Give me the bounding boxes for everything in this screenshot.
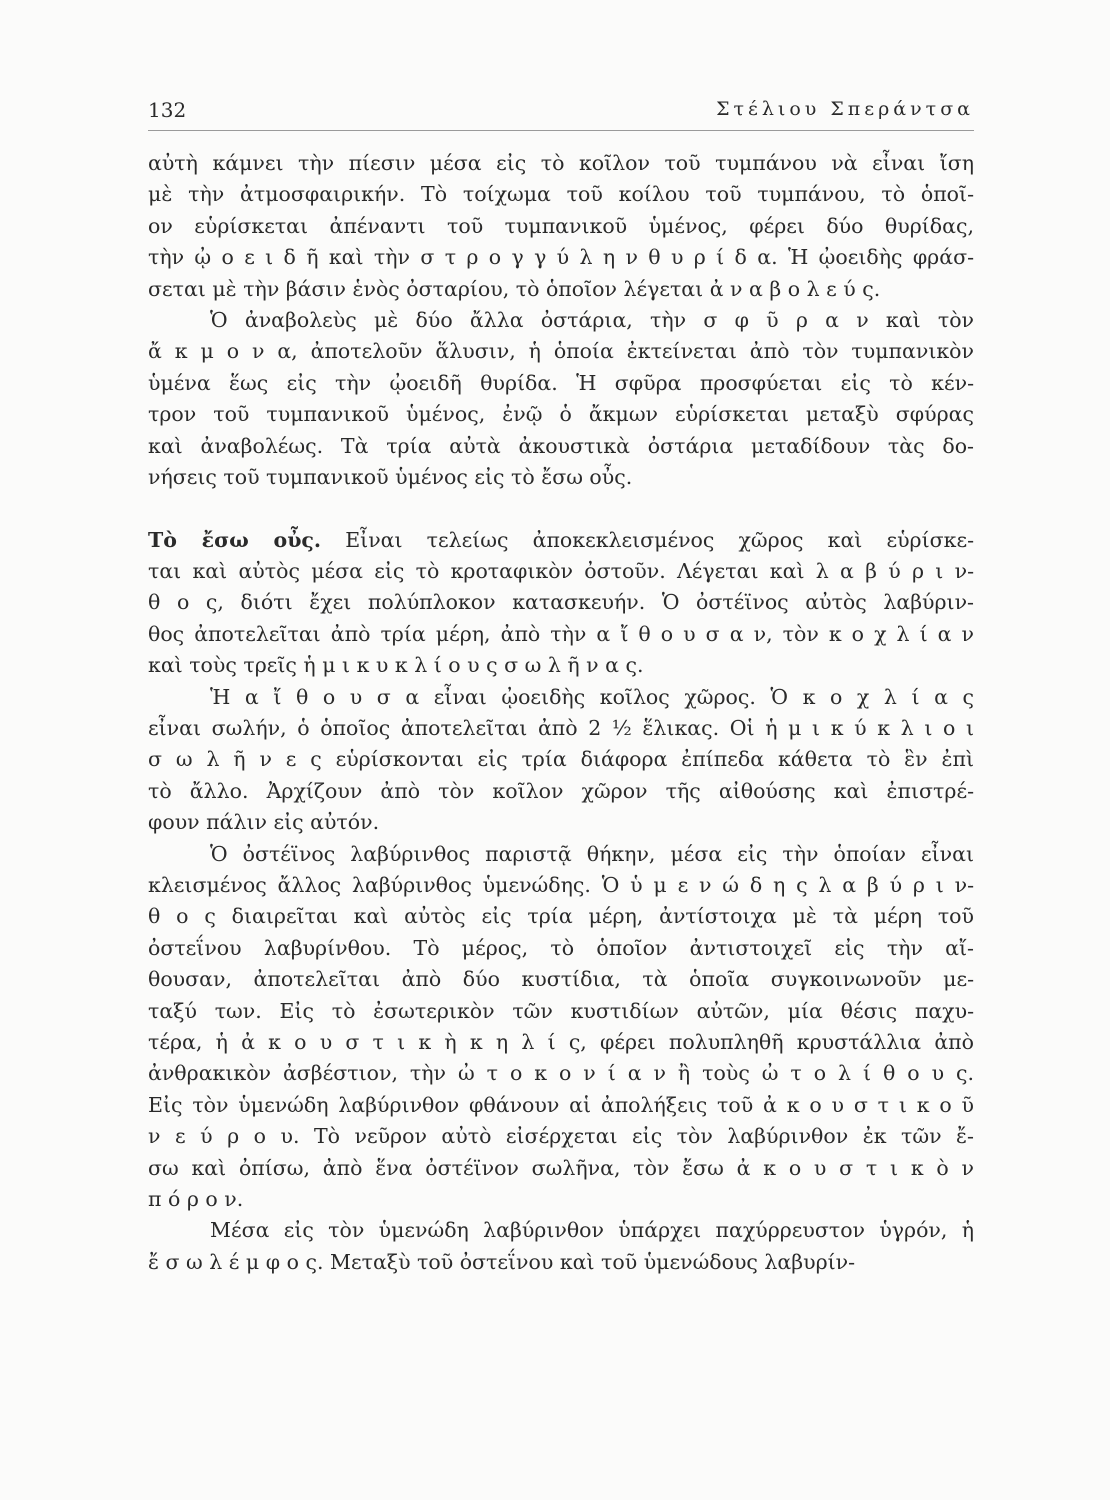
running-head: Στέλιου Σπεράντσα: [716, 98, 974, 120]
text-line: κλεισμένος ἄλλος λαβύρινθος ὑμενώδης. Ὁ ὑ μ ε ν ώ δ η ς λ α β ύ ρ ι ν-: [148, 872, 974, 897]
text-line: ον εὑρίσκεται ἀπέναντι τοῦ τυμπανικοῦ ὑμένος, φέρει δύο θυρίδας,: [148, 213, 974, 238]
page-body: [148, 148, 974, 1278]
text-line: τὴν ᾠ ο ε ι δ ῆ καὶ τὴν σ τ ρ ο γ γ ύ λ η ν θ υ ρ ί δ α. Ἡ ᾠοειδὴς φράσ-: [148, 245, 974, 270]
text-line: Ὁ ὀστέϊνος λαβύρινθος παριστᾷ θήκην, μέσα εἰς τὴν ὁποίαν εἶναι: [210, 841, 974, 866]
text-line: σεται μὲ τὴν βάσιν ἑνὸς ὀσταρίου, τὸ ὁποῖον λέγεται ἀ ν α β ο λ ε ύ ς.: [148, 276, 881, 301]
text-line: νήσεις τοῦ τυμπανικοῦ ὑμένος εἰς τὸ ἔσω οὖς.: [148, 464, 633, 489]
paragraph: [148, 682, 974, 839]
paragraph: [148, 1215, 974, 1278]
paragraph: [148, 305, 974, 493]
text-line: καὶ τοὺς τρεῖς ἡ μ ι κ υ κ λ ί ο υ ς σ ω λ ῆ ν α ς.: [148, 653, 644, 678]
text-line: Μέσα εἰς τὸν ὑμενώδη λαβύρινθον ὑπάρχει παχύρρευστον ὑγρόν, ἡ: [210, 1218, 974, 1243]
text-line: καὶ ἀναβολέως. Τὰ τρία αὐτὰ ἀκουστικὰ ὀστάρια μεταδίδουν τὰς δο-: [148, 433, 974, 458]
section-first-line: Εἶναι τελείως ἀποκεκλεισμένος χῶρος καὶ εὑρίσκε-: [345, 527, 974, 552]
section-heading-line: [148, 525, 974, 556]
text-line: ἔ σ ω λ έ μ φ ο ς. Μεταξὺ τοῦ ὀστεΐνου καὶ τοῦ ὑμενώδους λαβυρίν-: [148, 1249, 856, 1274]
paragraph: [148, 148, 974, 305]
text-line: φουν πάλιν εἰς αὐτόν.: [148, 810, 380, 835]
text-line: ται καὶ αὐτὸς μέσα εἰς τὸ κροταφικὸν ὀστοῦν. Λέγεται καὶ λ α β ύ ρ ι ν-: [148, 559, 974, 584]
section-gap: [148, 493, 974, 524]
text-line: θουσαν, ἀποτελεῖται ἀπὸ δύο κυστίδια, τὰ ὁποῖα συγκοινωνοῦν με-: [148, 967, 974, 992]
text-line: ν ε ύ ρ ο υ. Τὸ νεῦρον αὐτὸ εἰσέρχεται εἰς τὸν λαβύρινθον ἐκ τῶν ἔ-: [148, 1124, 974, 1149]
text-line: Ἡ α ἴ θ ο υ σ α εἶναι ᾠοειδὴς κοῖλος χῶρος. Ὁ κ ο χ λ ί α ς: [210, 684, 974, 709]
text-line: τέρα, ἡ ἀ κ ο υ σ τ ι κ ὴ κ η λ ί ς, φέρει πολυπληθῆ κρυστάλλια ἀπὸ: [148, 1029, 974, 1054]
text-line: θ ο ς, διότι ἔχει πολύπλοκον κατασκευήν. Ὁ ὀστέϊνος αὐτὸς λαβύριν-: [148, 590, 974, 615]
text-line: ἄ κ μ ο ν α, ἀποτελοῦν ἅλυσιν, ἡ ὁποία ἐκτείνεται ἀπὸ τὸν τυμπανικὸν: [148, 339, 974, 364]
section-heading: Τὸ ἔσω οὖς.: [148, 527, 322, 552]
text-line: σ ω λ ῆ ν ε ς εὑρίσκονται εἰς τρία διάφορα ἐπίπεδα κάθετα τὸ ἓν ἐπὶ: [148, 747, 974, 772]
text-line: ἀνθρακικὸν ἀσβέστιον, τὴν ὠ τ ο κ ο ν ί α ν ἢ τοὺς ὠ τ ο λ ί θ ο υ ς.: [148, 1061, 974, 1086]
text-line: εἶναι σωλήν, ὁ ὁποῖος ἀποτελεῖται ἀπὸ 2 ½ ἕλικας. Οἱ ἡ μ ι κ ύ κ λ ι ο ι: [148, 716, 974, 741]
text-line: θος ἀποτελεῖται ἀπὸ τρία μέρη, ἀπὸ τὴν α ἴ θ ο υ σ α ν, τὸν κ ο χ λ ί α ν: [148, 621, 974, 646]
text-line: θ ο ς διαιρεῖται καὶ αὐτὸς εἰς τρία μέρη, ἀντίστοιχα μὲ τὰ μέρη τοῦ: [148, 904, 974, 929]
text-line: Ὁ ἀναβολεὺς μὲ δύο ἄλλα ὀστάρια, τὴν σ φ ῦ ρ α ν καὶ τὸν: [210, 307, 974, 332]
text-line: ταξύ των. Εἰς τὸ ἐσωτερικὸν τῶν κυστιδίων αὐτῶν, μία θέσις παχυ-: [148, 998, 974, 1023]
paragraph: [148, 839, 974, 1216]
page-header: [148, 96, 974, 131]
page-number: 132: [148, 98, 187, 122]
text-line: σω καὶ ὀπίσω, ἀπὸ ἕνα ὀστέϊνον σωλῆνα, τὸν ἔσω ἀ κ ο υ σ τ ι κ ὸ ν: [148, 1155, 974, 1180]
text-line: τρον τοῦ τυμπανικοῦ ὑμένος, ἐνῷ ὁ ἄκμων εὑρίσκεται μεταξὺ σφύρας: [148, 402, 974, 427]
paragraph: [148, 556, 974, 682]
text-line: αὐτὴ κάμνει τὴν πίεσιν μέσα εἰς τὸ κοῖλον τοῦ τυμπάνου νὰ εἶναι ἴση: [148, 151, 974, 175]
text-line: Εἰς τὸν ὑμενώδη λαβύρινθον φθάνουν αἱ ἀπολήξεις τοῦ ἀ κ ο υ σ τ ι κ ο ῦ: [148, 1092, 974, 1117]
text-line: τὸ ἄλλο. Ἀρχίζουν ἀπὸ τὸν κοῖλον χῶρον τῆς αἰθούσης καὶ ἐπιστρέ-: [148, 778, 974, 803]
text-line: ὑμένα ἕως εἰς τὴν ᾠοειδῆ θυρίδα. Ἡ σφῦρα προσφύεται εἰς τὸ κέν-: [148, 370, 974, 395]
text-line: π ό ρ ο ν.: [148, 1186, 244, 1211]
text-line: ὀστεΐνου λαβυρίνθου. Τὸ μέρος, τὸ ὁποῖον ἀντιστοιχεῖ εἰς τὴν αἴ-: [148, 935, 974, 960]
text-line: μὲ τὴν ἀτμοσφαιρικήν. Τὸ τοίχωμα τοῦ κοίλου τοῦ τυμπάνου, τὸ ὁποῖ-: [148, 182, 974, 207]
